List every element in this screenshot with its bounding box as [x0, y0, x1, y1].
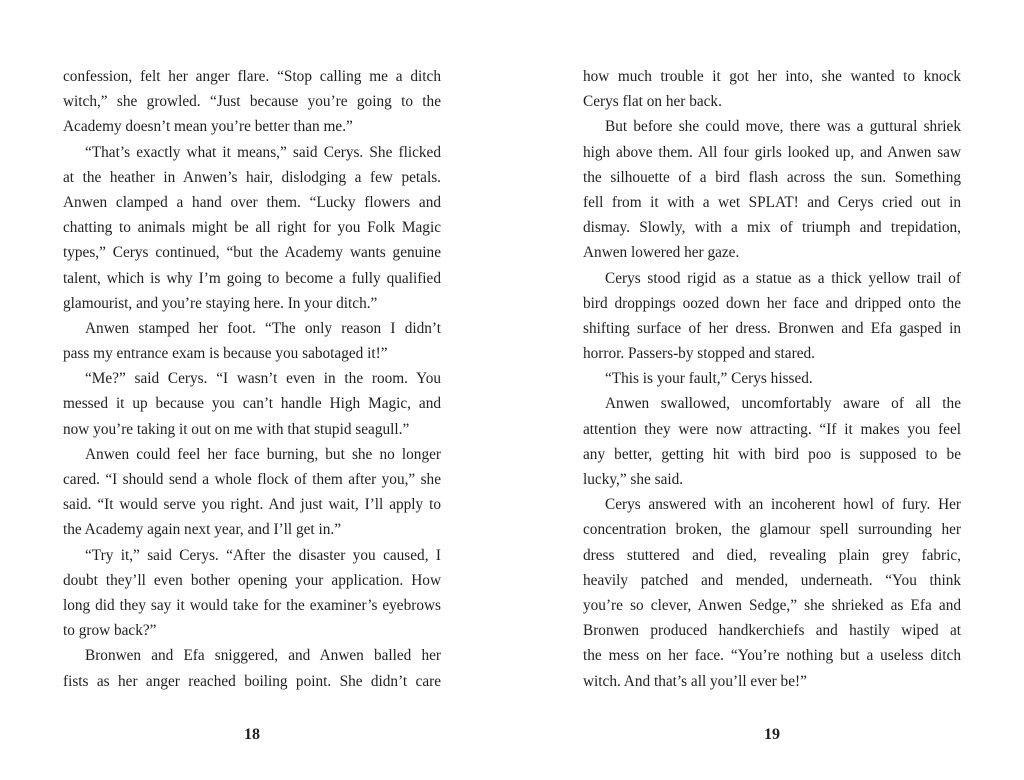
text-line: horror. Passers-by stopped and stared.: [583, 345, 815, 363]
text-line: glamourist, and you’re staying here. In your ditch.”: [63, 294, 378, 312]
text-line: now you’re taking it out on me with that stupid seagull.”: [63, 420, 410, 438]
text-line: dress stuttered and died, revealing plain grey fabric,: [583, 546, 961, 564]
text-line: “That’s exactly what it means,” said Cerys. She flicked: [85, 143, 441, 161]
text-line: Anwen stamped her foot. “The only reason I didn’t: [85, 319, 441, 337]
text-line: talent, which is why I’m going to become a fully qualified: [63, 269, 441, 287]
text-line: “This is your fault,” Cerys hissed.: [605, 370, 813, 388]
text-line: Anwen lowered her gaze.: [583, 244, 740, 262]
text-line: shifting surface of her dress. Bronwen and Efa gasped in: [583, 319, 961, 337]
text-line: lucky,” she said.: [583, 471, 684, 488]
text-line: pass my entrance exam is because you sabotaged it!”: [63, 345, 388, 363]
text-line: the mess on her face. “You’re nothing but a useless ditch: [583, 647, 961, 665]
text-line: types,” Cerys continued, “but the Academy wants genuine: [63, 244, 441, 262]
text-line: fists as her anger reached boiling point. She didn’t care: [63, 672, 441, 690]
text-line: Cerys answered with an incoherent howl of fury. Her: [605, 496, 961, 514]
text-line: concentration broken, the glamour spell surrounding her: [583, 521, 961, 539]
text-line: cared. “I should send a whole flock of them after you,” she: [63, 471, 441, 488]
text-line: fell from it with a wet SPLAT! and Cerys cried out in: [583, 193, 961, 211]
text-line: any better, getting hit with bird poo is supposed to be: [583, 445, 961, 463]
text-line: Anwen swallowed, uncomfortably aware of all the: [605, 395, 961, 413]
text-line: attention they were now attracting. “If it makes you feel: [583, 420, 961, 438]
text-line: Anwen clamped a hand over them. “Lucky flowers and: [63, 193, 441, 211]
text-line: witch. And that’s all you’ll ever be!”: [583, 672, 807, 690]
text-line: heavily patched and mended, underneath. “You think: [583, 571, 961, 589]
text-line: Cerys stood rigid as a statue as a thick yellow trail of: [605, 269, 961, 287]
text-line: said. “It would serve you right. And just wait, I’ll apply to: [63, 496, 441, 514]
text-line: to grow back?”: [63, 622, 157, 640]
left-page-text: [63, 64, 441, 694]
text-line: bird droppings oozed down her face and dripped onto the: [583, 294, 961, 312]
text-line: how much trouble it got her into, she wanted to knock: [583, 68, 961, 85]
book-spine: [511, 0, 513, 780]
text-line: Cerys flat on her back.: [583, 93, 722, 111]
text-line: “Try it,” said Cerys. “After the disaster you caused, I: [85, 546, 441, 564]
text-line: chatting to animals might be all right for you Folk Magic: [63, 219, 441, 237]
text-line: “Me?” said Cerys. “I wasn’t even in the room. You: [85, 370, 441, 388]
text-line: Bronwen produced handkerchiefs and hastily wiped at: [583, 622, 961, 640]
text-line: witch,” she growled. “Just because you’re going to the: [63, 93, 441, 111]
text-line: the silhouette of a bird flash across the sun. Something: [583, 168, 961, 186]
text-line: confession, felt her anger flare. “Stop calling me a ditch: [63, 68, 441, 85]
text-line: Anwen could feel her face burning, but she no longer: [85, 445, 441, 463]
text-line: high above them. All four girls looked up, and Anwen saw: [583, 143, 961, 161]
text-line: at the heather in Anwen’s hair, dislodging a few petals.: [63, 168, 441, 186]
text-line: Academy doesn’t mean you’re better than me.”: [63, 118, 353, 136]
text-line: dismay. Slowly, with a mix of triumph and trepidation,: [583, 219, 961, 237]
text-line: you’re so clever, Anwen Sedge,” she shrieked as Efa and: [583, 596, 961, 614]
text-line: Bronwen and Efa sniggered, and Anwen balled her: [85, 647, 441, 665]
text-line: the Academy again next year, and I’ll get in.”: [63, 521, 342, 539]
page-number-right: 19: [764, 726, 780, 743]
text-line: But before she could move, there was a guttural shriek: [605, 118, 961, 136]
text-line: long did they say it would take for the examiner’s eyebrows: [63, 596, 441, 614]
text-line: messed it up because you can’t handle High Magic, and: [63, 395, 441, 413]
text-line: doubt they’ll even bother opening your application. How: [63, 571, 441, 589]
page-number-left: 18: [244, 726, 260, 743]
right-page-text: [583, 64, 961, 694]
